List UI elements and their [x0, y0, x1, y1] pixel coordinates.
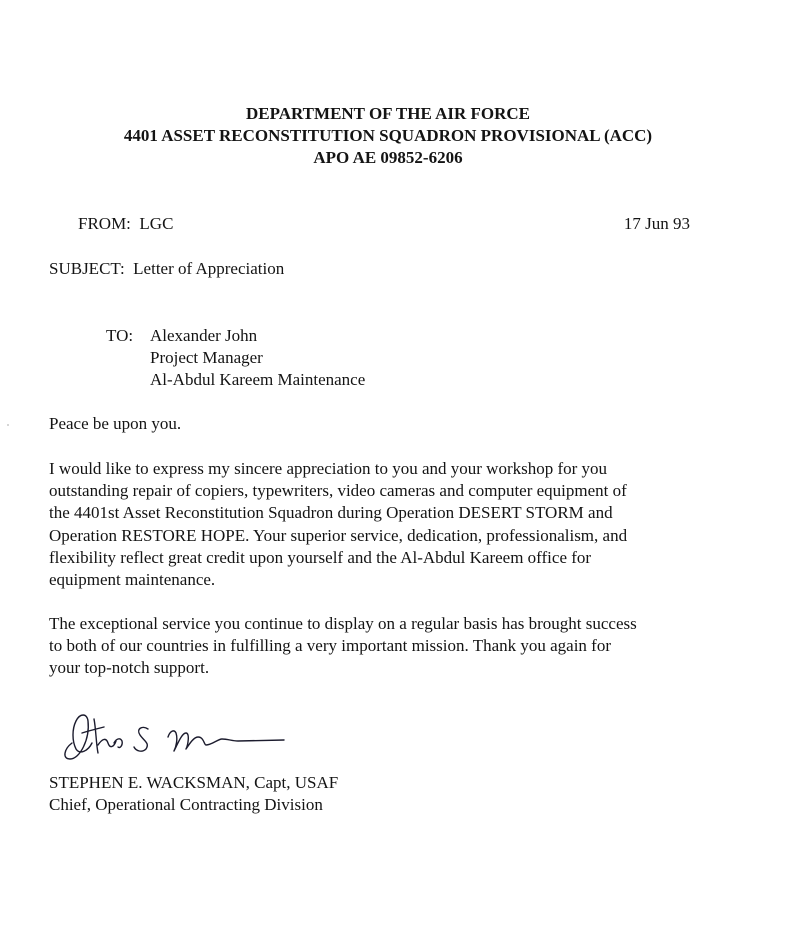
- letter-date: 17 Jun 93: [623, 214, 690, 233]
- scan-speck: [7, 424, 9, 426]
- letterhead: [0, 103, 776, 169]
- paragraph-line: outstanding repair of copiers, typewriters, video cameras and computer equipment of: [49, 481, 627, 501]
- paragraph-line: flexibility reflect great credit upon yourself and the Al-Abdul Kareem office for: [49, 547, 592, 567]
- paragraph-line: equipment maintenance.: [49, 570, 216, 590]
- paragraph-line: your top-notch support.: [49, 658, 210, 678]
- letterhead-department: DEPARTMENT OF THE AIR FORCE: [245, 104, 531, 123]
- signature-block: [49, 772, 338, 816]
- subject-label: SUBJECT:: [49, 259, 125, 278]
- paragraph-line: the 4401st Asset Reconstitution Squadron during Operation DESERT STORM and: [49, 503, 613, 523]
- handwritten-signature: [58, 703, 288, 765]
- recipient-organization: Al-Abdul Kareem Maintenance: [150, 370, 366, 389]
- greeting: Peace be upon you.: [49, 414, 182, 433]
- from-value: LGC: [139, 214, 174, 233]
- recipient-block: [106, 325, 365, 391]
- paragraph-line: I would like to express my sincere appreciation to you and your workshop for you: [49, 459, 608, 478]
- signer-title: Chief, Operational Contracting Division: [49, 795, 323, 814]
- paragraph-line: The exceptional service you continue to display on a regular basis has brought success: [49, 614, 637, 633]
- letterhead-unit: 4401 ASSET RECONSTITUTION SQUADRON PROVISIONAL (ACC): [123, 126, 653, 145]
- subject-value: Letter of Appreciation: [133, 259, 285, 278]
- subject-line: [49, 259, 284, 279]
- from-label: FROM:: [78, 214, 131, 233]
- recipient-lines: [150, 325, 365, 391]
- body-paragraph-1: [49, 458, 749, 591]
- letterhead-address: APO AE 09852-6206: [313, 148, 463, 167]
- to-label: TO:: [106, 326, 134, 345]
- recipient-name: Alexander John: [150, 326, 258, 345]
- from-row: [78, 214, 690, 234]
- body-paragraph-2: [49, 613, 749, 680]
- paragraph-line: to both of our countries in fulfilling a very important mission. Thank you again for: [49, 636, 612, 656]
- recipient-title: Project Manager: [150, 348, 263, 367]
- paragraph-line: Operation RESTORE HOPE. Your superior service, dedication, professionalism, and: [49, 525, 628, 545]
- signer-name: STEPHEN E. WACKSMAN, Capt, USAF: [49, 773, 339, 792]
